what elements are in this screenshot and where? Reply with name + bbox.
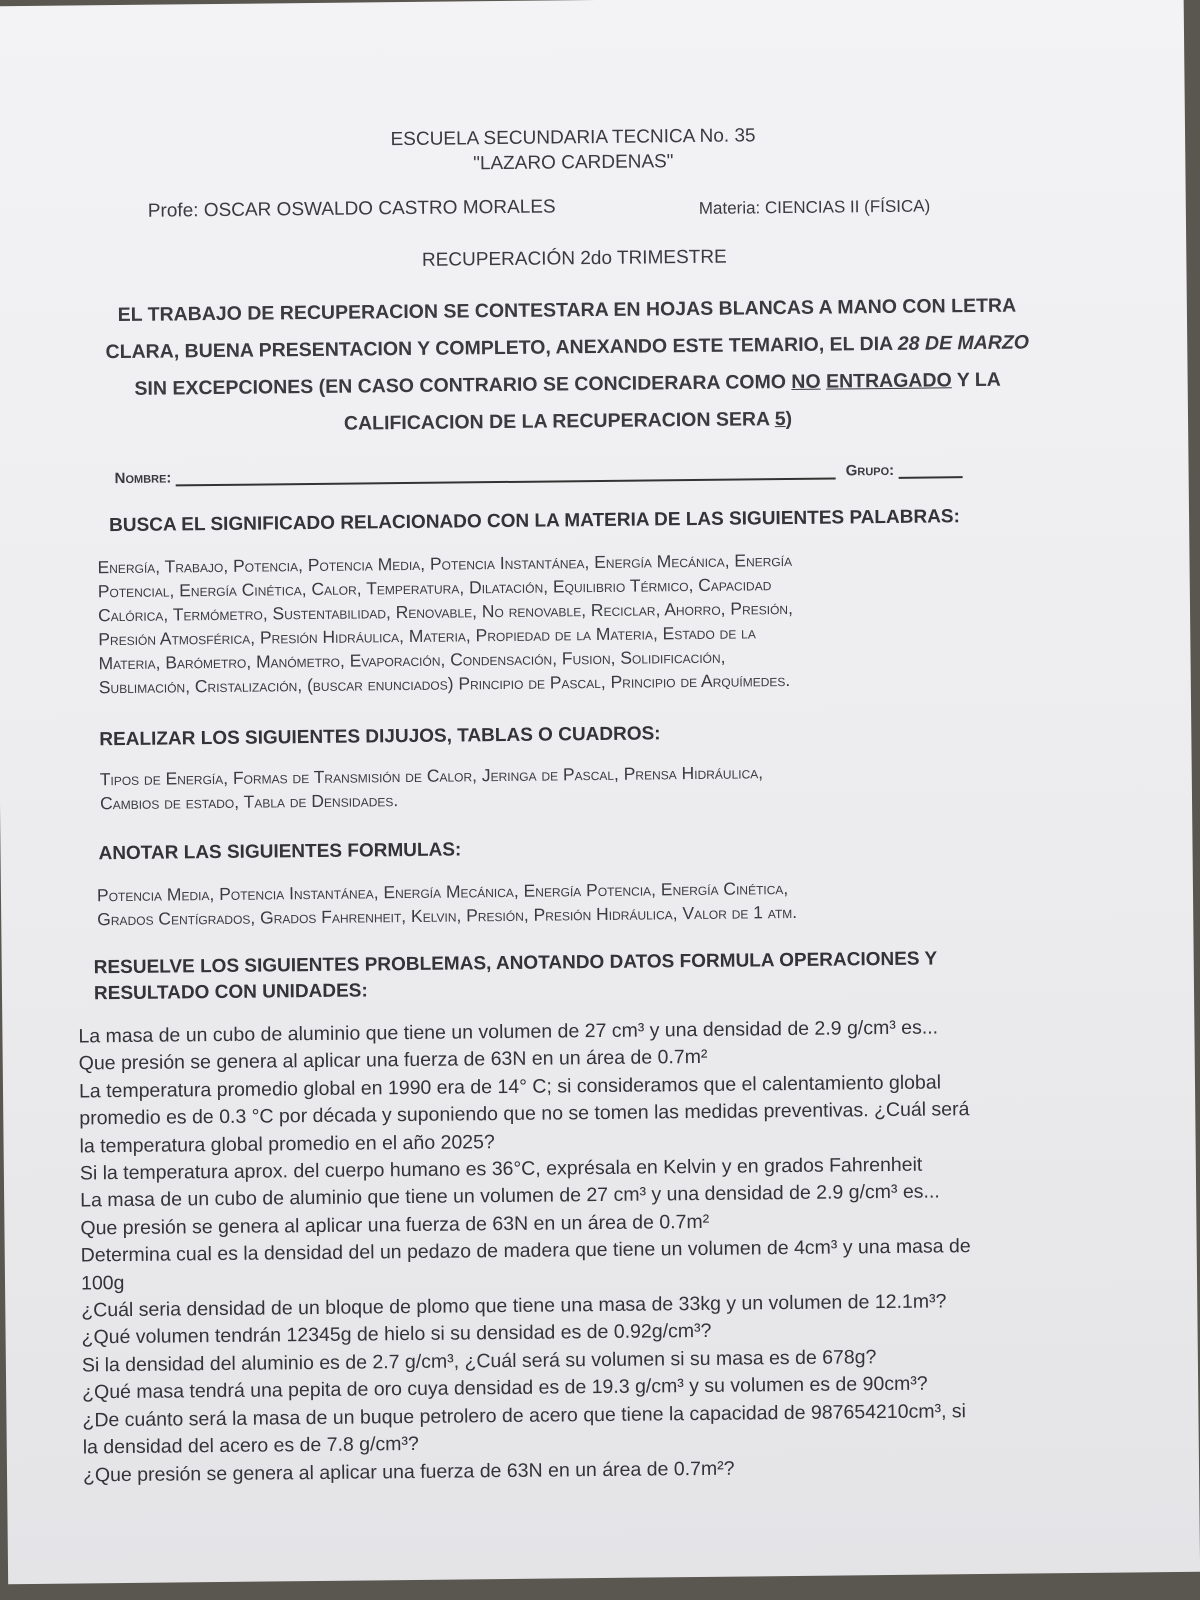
problem-line: Que presión se genera al aplicar una fuerza de 63N en un área de 0.7m² xyxy=(78,1046,708,1075)
problem-line: La masa de un cubo de aluminio que tiene un volumen de 27 cm³ y una densidad de 2.9 g/cm³ es... xyxy=(78,1016,939,1048)
words-line: Potencial, Energía Cinética, Calor, Temperatura, Dilatación, Equilibrio Térmico, Capacidad xyxy=(97,574,772,602)
problems-section-title xyxy=(94,946,938,1007)
drawings-list xyxy=(100,760,764,815)
problem-line: la densidad del acero es de 7.8 g/cm³? xyxy=(82,1433,419,1459)
name-field[interactable] xyxy=(175,464,835,487)
problem-line: Que presión se genera al aplicar una fuerza de 63N en un área de 0.7m² xyxy=(80,1210,710,1240)
problem-line: ¿Qué volumen tendrán 12345g de hielo si su densidad es de 0.92g/cm³? xyxy=(81,1320,712,1349)
problem-line: Si la densidad del aluminio es de 2.7 g/cm³, ¿Cuál será su volumen si su masa es de 678g? xyxy=(81,1346,877,1377)
school-title: ESCUELA SECUNDARIA TECNICA No. 35 xyxy=(390,125,756,151)
words-line: Energía, Trabajo, Potencia, Potencia Media, Potencia Instantánea, Energía Mecánica, Energía xyxy=(97,549,793,578)
words-line: Sublimación, Cristalización, (buscar enunciados) Principio de Pascal, Principio de Arquímedes. xyxy=(98,670,791,698)
words-line: Materia, Barómetro, Manómetro, Evaporación, Condensación, Fusion, Solidificación, xyxy=(98,646,726,674)
subject-name: Materia: CIENCIAS II (FÍSICA) xyxy=(698,196,931,218)
school-name: "LAZARO CARDENAS" xyxy=(473,151,674,175)
formulas-list xyxy=(97,876,797,931)
words-line: Presión Atmosférica, Presión Hidráulica, Materia, Propiedad de la Materia, Estado de la xyxy=(98,622,756,650)
notice-entregado: ENTRAGADO xyxy=(825,369,952,393)
problem-line: ¿Que presión se genera al aplicar una fuerza de 63N en un área de 0.7m²? xyxy=(82,1457,735,1486)
problem-line: ¿De cuánto será la masa de un buque petrolero de acero que tiene la capacidad de 987654210cm³, si xyxy=(82,1399,967,1432)
problems-title-line: RESULTADO CON UNIDADES: xyxy=(93,980,368,1005)
group-field[interactable] xyxy=(898,462,962,479)
problem-line: ¿Qué masa tendrá una pepita de oro cuya densidad es de 19.3 g/cm³ y su volumen es de 90cm³? xyxy=(82,1372,928,1404)
words-list xyxy=(97,548,793,699)
notice-close: ) xyxy=(785,407,793,431)
notice-text-1: EL TRABAJO DE RECUPERACION SE CONTESTARA EN HOJAS BLANCAS A MANO CON LETRA CLARA, BUENA PRESENTACION Y COMPLETO, ANEXANDO ESTE TEMARIO, EL DIA xyxy=(105,294,1017,364)
instructions-notice xyxy=(87,287,1048,445)
group-label: Grupo: xyxy=(845,461,895,480)
formulas-section-title: ANOTAR LAS SIGUIENTES FORMULAS: xyxy=(98,839,462,865)
problem-line: promedio es de 0.3 °C por década y suponiendo que no se tomen las medidas preventivas. ¿Cuál será xyxy=(79,1098,970,1130)
problems-list xyxy=(78,1013,1113,1490)
teacher-name: Profe: OSCAR OSWALDO CASTRO MORALES xyxy=(147,196,556,222)
formulas-line: Potencia Media, Potencia Instantánea, Energía Mecánica, Energía Potencia, Energía Cinética, xyxy=(96,878,789,906)
problem-line: ¿Cuál seria densidad de un bloque de plomo que tiene una masa de 33kg y un volumen de 12.1m³? xyxy=(81,1290,947,1322)
notice-no: NO xyxy=(791,370,821,393)
problem-line: la temperatura global promedio en el año 2025? xyxy=(79,1130,495,1158)
formulas-line: Grados Centígrados, Grados Fahrenheit, Kelvin, Presión, Presión Hidráulica, Valor de 1 atm. xyxy=(97,901,798,930)
notice-text-2: SIN EXCEPCIONES (EN CASO CONTRARIO SE CONCIDERARA COMO xyxy=(134,370,792,400)
words-section-title: BUSCA EL SIGNIFICADO RELACIONADO CON LA MATERIA DE LAS SIGUIENTES PALABRAS: xyxy=(108,506,960,537)
problem-line: La masa de un cubo de aluminio que tiene un volumen de 27 cm³ y una densidad de 2.9 g/cm³ es... xyxy=(80,1180,940,1212)
notice-text-3: Y LA CALIFICACION DE LA RECUPERACION SERA xyxy=(343,368,1001,435)
name-group-row xyxy=(115,460,1045,487)
drawings-line: Cambios de estado, Tabla de Densidades. xyxy=(99,790,399,814)
words-line: Calórica, Termómetro, Sustentabilidad, Renovable, No renovable, Reciclar, Ahorro, Presión, xyxy=(97,597,793,626)
problem-line: Determina cual es la densidad del un pedazo de madera que tiene un volumen de 4cm³ y una masa de xyxy=(80,1235,971,1267)
name-label: Nombre: xyxy=(114,469,172,488)
exam-title: RECUPERACIÓN 2do TRIMESTRE xyxy=(421,246,727,271)
drawings-line: Tipos de Energía, Formas de Transmisión de Calor, Jeringa de Pascal, Prensa Hidráulica, xyxy=(99,762,764,790)
problem-line: 100g xyxy=(80,1271,125,1295)
drawings-section-title: REALIZAR LOS SIGUIENTES DIJUJOS, TABLAS O CUADROS: xyxy=(99,723,661,751)
notice-date: 28 DE MARZO xyxy=(897,331,1030,355)
notice-grade: 5 xyxy=(774,408,786,431)
problems-title-line: RESUELVE LOS SIGUIENTES PROBLEMAS, ANOTANDO DATOS FORMULA OPERACIONES Y xyxy=(93,948,938,979)
problem-line: Si la temperatura aprox. del cuerpo humano es 36°C, exprésala en Kelvin y en grados Fahrenheit xyxy=(79,1153,923,1185)
problem-line: La temperatura promedio global en 1990 era de 14° C; si consideramos que el calentamiento global xyxy=(78,1071,942,1103)
